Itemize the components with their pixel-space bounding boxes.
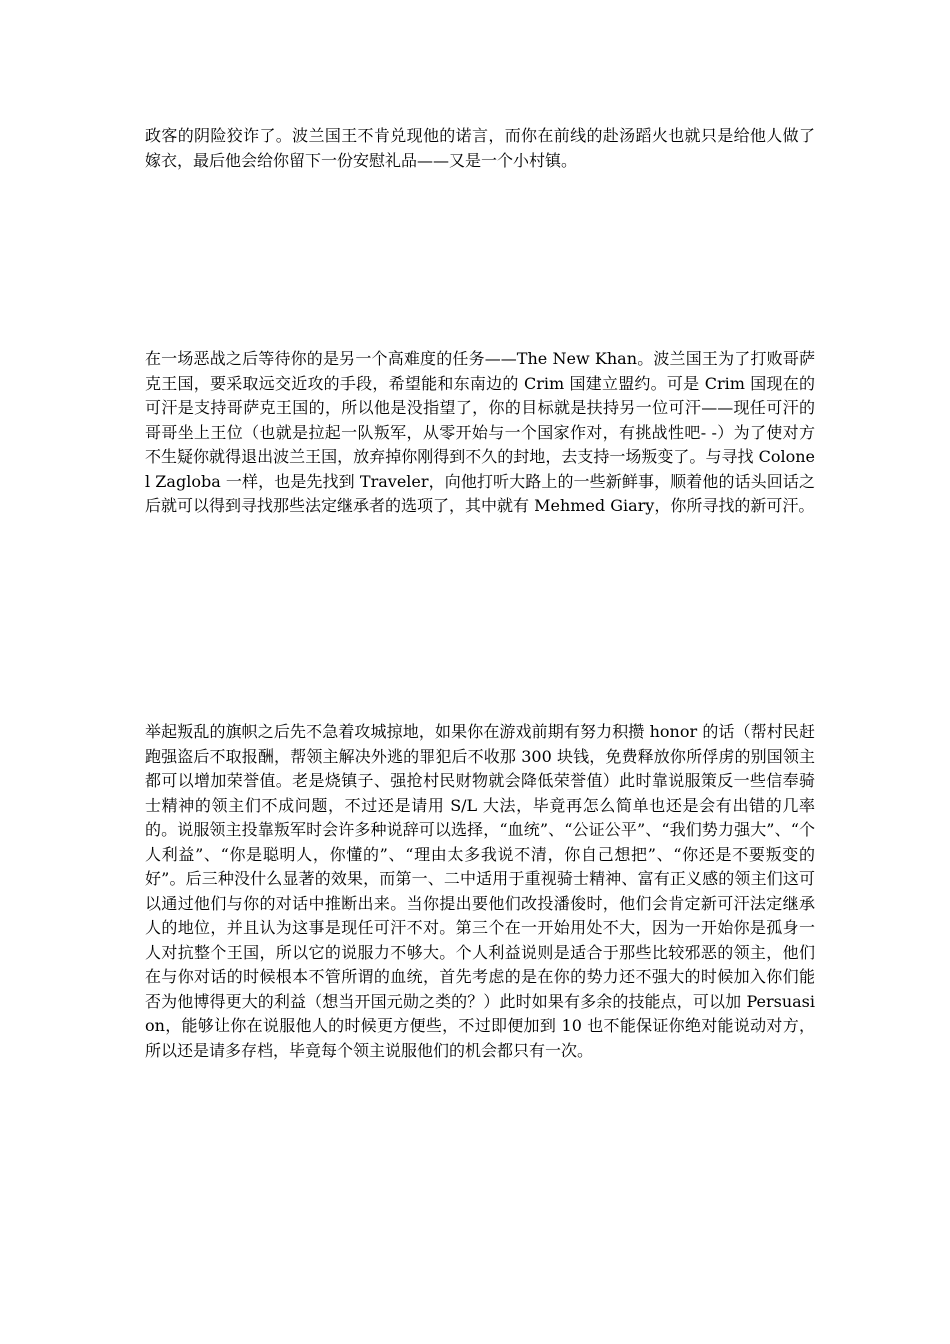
paragraph-1: 政客的阴险狡诈了。波兰国王不肯兑现他的诺言，而你在前线的赴汤蹈火也就只是给他人做了嫁衣，最后他会给你留下一份安慰礼品——又是一个小村镇。: [145, 126, 815, 170]
paragraph-3: 举起叛乱的旗帜之后先不急着攻城掠地，如果你在游戏前期有努力积攒 honor 的话（帮村民赶跑强盗后不取报酬，帮领主解决外逃的罪犯后不收那 300 块钱，免费释放你所俘虏的别国领主都可以增加荣誉值。老是烧镇子、强抢村民财物就会降低荣誉值）此时靠说服策反一些信奉骑士精神的领主们不成问题，不过还是请用 S/L 大法，毕竟再怎么简单也还是会有出错的几率的。说服领主投靠叛军时会许多种说辞可以选择，“血统”、“公证公平”、“我们势力强大”、“个人利益”、“你是聪明人，你懂的”、“理由太多我说不清，你自己想把”、“你还是不要叛变的好”。后三种没什么显著的效果，而第一、二中适用于重视骑士精神、富有正义感的领主们这可以通过他们与你的对话中推断出来。当你提出要他们改投潘俊时，他们会肯定新可汗法定继承人的地位，并且认为这事是现任可汗不对。第三个在一开始用处不大，因为一开始你是孤身一人对抗整个王国，所以它的说服力不够大。个人利益说则是适合于那些比较邪恶的领主，他们在与你对话的时候根本不管所谓的血统，首先考虑的是在你的势力还不强大的时候加入你们能否为他博得更大的利益（想当开国元勋之类的？）此时如果有多余的技能点，可以加 Persuasion，能够让你在说服他人的时候更方便些，不过即便加到 10 也不能保证你绝对能说动对方，所以还是请多存档，毕竟每个领主说服他们的机会都只有一次。: [145, 722, 815, 1060]
paragraph-2: 在一场恶战之后等待你的是另一个高难度的任务——The New Khan。波兰国王为了打败哥萨克王国，要采取远交近攻的手段，希望能和东南边的 Crim 国建立盟约。可是 Crim 国现在的可汗是支持哥萨克王国的，所以他是没指望了，你的目标就是扶持另一位可汗——现任可汗的哥哥坐上王位（也就是拉起一队叛军，从零开始与一个国家作对，有挑战性吧- -）为了使对方不生疑你就得退出波兰王国，放弃掉你刚得到不久的封地，去支持一场叛变了。与寻找 Colonel Zagloba 一样，也是先找到 Traveler，向他打听大路上的一些新鲜事，顺着他的话头回话之后就可以得到寻找那些法定继承者的选项了，其中就有 Mehmed Giary，你所寻找的新可汗。: [145, 349, 815, 515]
